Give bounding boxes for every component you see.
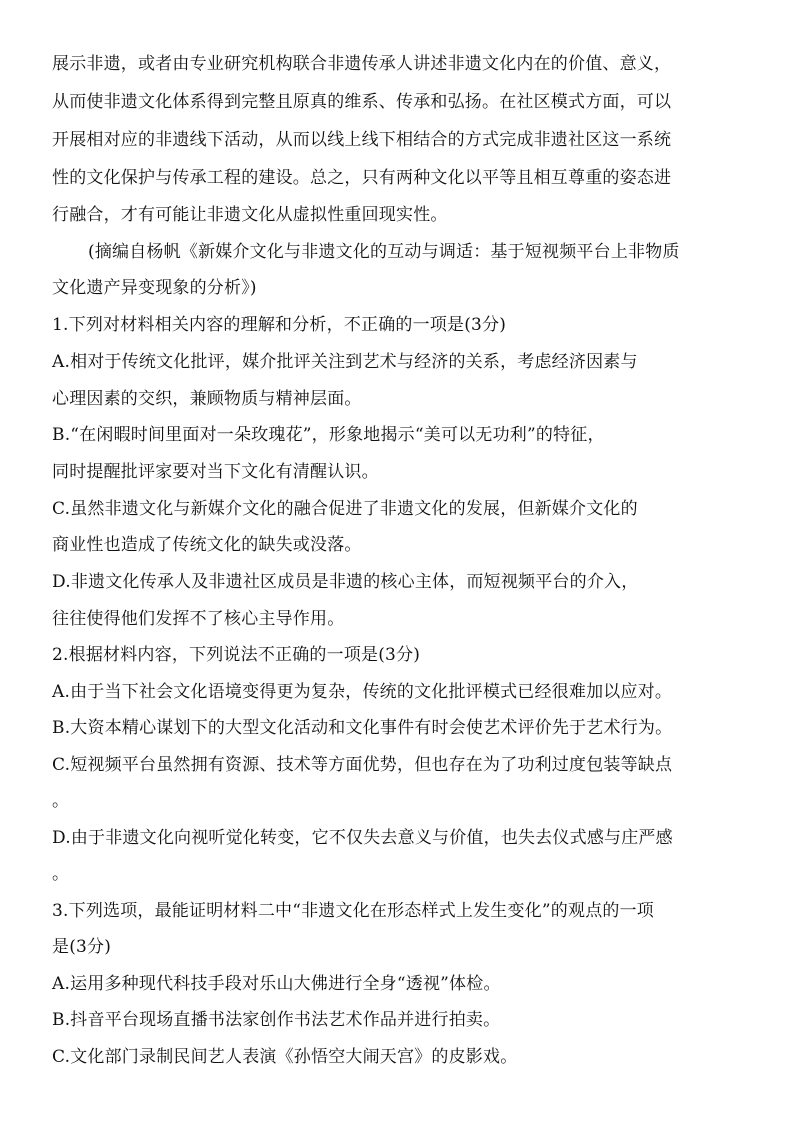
- option-d: D.由于非遗文化向视听觉化转变，它不仅失去意义与价值，也失去仪式感与庄严感: [52, 828, 673, 848]
- option-d-continuation: 。: [52, 864, 70, 884]
- passage-line: 展示非遗，或者由专业研究机构联合非遗传承人讲述非遗文化内在的价值、意义，: [52, 54, 672, 74]
- citation-line: (摘编自杨帆《新媒介文化与非遗文化的互动与调适：基于短视频平台上非物质: [88, 242, 680, 262]
- option-a: A.相对于传统文化批评，媒介批评关注到艺术与经济的关系，考虑经济因素与: [52, 352, 638, 372]
- option-c: C.短视频平台虽然拥有资源、技术等方面优势，但也存在为了功利过度包装等缺点: [52, 755, 673, 775]
- option-c: C.文化部门录制民间艺人表演《孙悟空大闹天宫》的皮影戏。: [52, 1047, 518, 1067]
- option-b: B.大资本精心谋划下的大型文化活动和文化事件有时会使艺术评价先于艺术行为。: [52, 718, 673, 738]
- option-d: D.非遗文化传承人及非遗社区成员是非遗的核心主体，而短视频平台的介入，: [52, 572, 639, 592]
- option-c: C.虽然非遗文化与新媒介文化的融合促进了非遗文化的发展，但新媒介文化的: [52, 499, 638, 519]
- passage-line: 性的文化保护与传承工程的建设。总之，只有两种文化以平等且相互尊重的姿态进: [52, 168, 672, 188]
- question-stem: 2.根据材料内容，下列说法不正确的一项是(3分): [52, 645, 421, 665]
- question-stem: 1.下列对材料相关内容的理解和分析，不正确的一项是(3分): [52, 315, 507, 335]
- option-d-continuation: 往往使得他们发挥不了核心主导作用。: [52, 609, 345, 629]
- question-stem-continuation: 是(3分): [52, 937, 112, 957]
- passage-line: 开展相对应的非遗线下活动，从而以线上线下相结合的方式完成非遗社区这一系统: [52, 130, 672, 150]
- option-b-continuation: 同时提醒批评家要对当下文化有清醒认识。: [52, 462, 379, 482]
- option-c-continuation: 商业性也造成了传统文化的缺失或没落。: [52, 535, 362, 555]
- option-a-continuation: 心理因素的交织，兼顾物质与精神层面。: [52, 389, 362, 409]
- question-stem: 3.下列选项，最能证明材料二中“非遗文化在形态样式上发生变化”的观点的一项: [52, 901, 654, 921]
- option-a: A.由于当下社会文化语境变得更为复杂，传统的文化批评模式已经很难加以应对。: [52, 682, 673, 702]
- option-a: A.运用多种现代科技手段对乐山大佛进行全身“透视”体检。: [52, 974, 501, 994]
- option-c-continuation: 。: [52, 791, 70, 811]
- option-b: B.“在闲暇时间里面对一朵玫瑰花”，形象地揭示“美可以无功利”的特征，: [52, 425, 605, 445]
- option-b: B.抖音平台现场直播书法家创作书法艺术作品并进行拍卖。: [52, 1010, 501, 1030]
- passage-line: 从而使非遗文化体系得到完整且原真的维系、传承和弘扬。在社区模式方面，可以: [52, 92, 672, 112]
- passage-line: 行融合，才有可能让非遗文化从虚拟性重回现实性。: [52, 205, 448, 225]
- citation-line: 文化遗产异变现象的分析》): [52, 278, 257, 298]
